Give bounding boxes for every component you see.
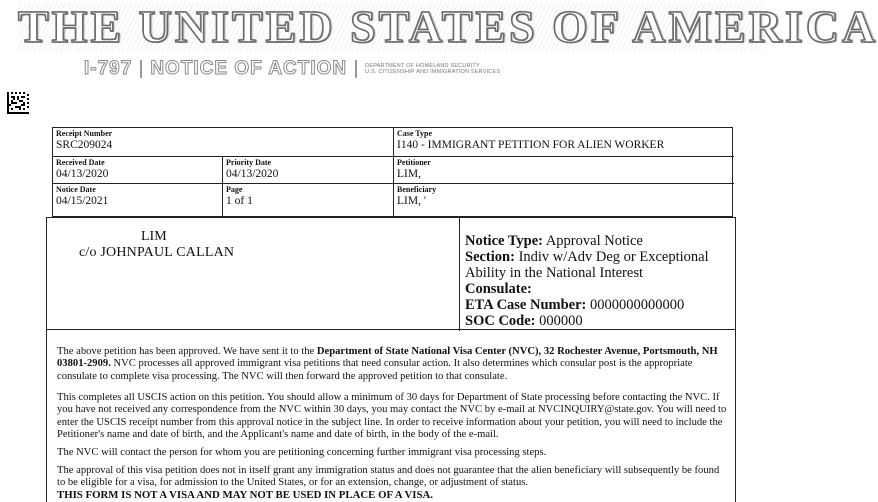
mailing-name: LIM	[141, 229, 167, 244]
approval-text-end: NVC processes all approved immigrant visa petitions that need consular action. It also determines which consular post is the appropriate consulate to complete visa processing. The NVC will then forward the approved petition to that consulate.	[57, 358, 693, 382]
receipt-number-value: SRC209024	[56, 139, 113, 151]
soc-code-row	[465, 313, 735, 329]
beneficiary-label: Beneficiary	[397, 185, 437, 194]
barcode-icon	[7, 92, 29, 114]
petitioner-cell	[394, 157, 734, 184]
form-subtitle	[84, 58, 525, 80]
section-row	[465, 249, 735, 265]
subtitle-divider	[140, 60, 142, 78]
notice-date-value: 04/15/2021	[56, 195, 109, 207]
box-divider	[459, 218, 460, 331]
petitioner-value: LIM,	[397, 168, 421, 180]
soc-code-value: 000000	[539, 313, 583, 329]
address-notice-box	[46, 217, 736, 330]
eta-case-value: 0000000000000	[590, 297, 685, 313]
contact-paragraph: The NVC will contact the person for whom you are petitioning concerning further immigrant visa processing steps.	[57, 447, 547, 458]
form-number: I-797	[84, 58, 133, 79]
notice-date-cell	[53, 184, 223, 216]
mailing-care-of: c/o JOHNPAUL CALLAN	[79, 245, 235, 260]
page-cell	[223, 184, 394, 216]
section-label: Section:	[465, 249, 515, 265]
nvc-address: Department of State National Visa Center (NVC), 32 Rochester Avenue, Portsmouth, NH 03801-2909.	[57, 346, 718, 370]
received-date-label: Received Date	[56, 158, 105, 167]
receipt-number-cell	[53, 128, 394, 157]
approval-text-start: The above petition has been approved. We have sent it to the	[57, 346, 317, 357]
received-date-value: 04/13/2020	[56, 168, 109, 180]
form-name: NOTICE OF ACTION	[150, 58, 348, 79]
notice-type-label: Notice Type:	[465, 233, 543, 249]
soc-code-label: SOC Code:	[465, 313, 536, 329]
consulate-row	[465, 281, 735, 297]
petitioner-label: Petitioner	[397, 158, 431, 167]
department-line-2: U.S. CITIZENSHIP AND IMMIGRATION SERVICES	[365, 69, 501, 75]
receipt-number-label: Receipt Number	[56, 129, 113, 138]
notice-date-label: Notice Date	[56, 185, 96, 194]
notice-type-row	[465, 233, 735, 249]
eligibility-paragraph: The approval of this visa petition does not in itself grant any immigration status and does not guarantee that the alien beneficiary will subsequently be found to be eligible for a visa, for admission to the United States, or for an extension, change, or adjustment of status.	[57, 465, 720, 489]
case-type-label: Case Type	[397, 129, 433, 138]
priority-date-label: Priority Date	[226, 158, 272, 167]
section-value-line-1: Indiv w/Adv Deg or Exceptional	[518, 249, 709, 265]
notice-type-value: Approval Notice	[545, 233, 643, 249]
approval-paragraph	[57, 346, 729, 383]
eta-case-row	[465, 297, 735, 313]
consulate-label: Consulate:	[465, 281, 532, 297]
section-value-line-2: Ability in the National Interest	[465, 265, 643, 281]
processing-paragraph: This completes all USCIS action on this petition. You should allow a minimum of 30 days for Department of State processing before contacting the NVC. If you have not received any correspondence from the NVC within 30 days, you may contact the NVC by e-mail at NVCINQUIRY@state.gov. You will need to enter the USCIS receipt number from this approval notice in the subject line. In order to receive information about your petition, you will need to include the Petitioner's name and date of birth, and the Applicant's name and date of birth, in the body of the e-mail.	[57, 392, 727, 441]
case-type-cell	[394, 128, 734, 157]
beneficiary-cell	[394, 184, 734, 216]
department-name	[365, 63, 525, 75]
not-a-visa-warning: THIS FORM IS NOT A VISA AND MAY NOT BE USED IN PLACE OF A VISA.	[57, 489, 433, 501]
department-line-1: DEPARTMENT OF HOMELAND SECURITY	[365, 63, 480, 69]
page-value: 1 of 1	[226, 195, 253, 207]
beneficiary-value: LIM, '	[397, 195, 426, 207]
notice-body	[46, 330, 736, 502]
case-info-table	[52, 127, 733, 217]
header-title: THE UNITED STATES OF AMERICA	[18, 1, 878, 52]
subtitle-divider	[355, 60, 357, 78]
priority-date-cell	[223, 157, 394, 184]
page-label: Page	[226, 185, 243, 194]
form-header	[18, 1, 878, 79]
received-date-cell	[53, 157, 223, 184]
priority-date-value: 04/13/2020	[226, 168, 279, 180]
eta-case-label: ETA Case Number:	[465, 297, 587, 313]
case-type-value: I140 - IMMIGRANT PETITION FOR ALIEN WORKER	[397, 139, 665, 151]
notice-details	[465, 233, 735, 329]
